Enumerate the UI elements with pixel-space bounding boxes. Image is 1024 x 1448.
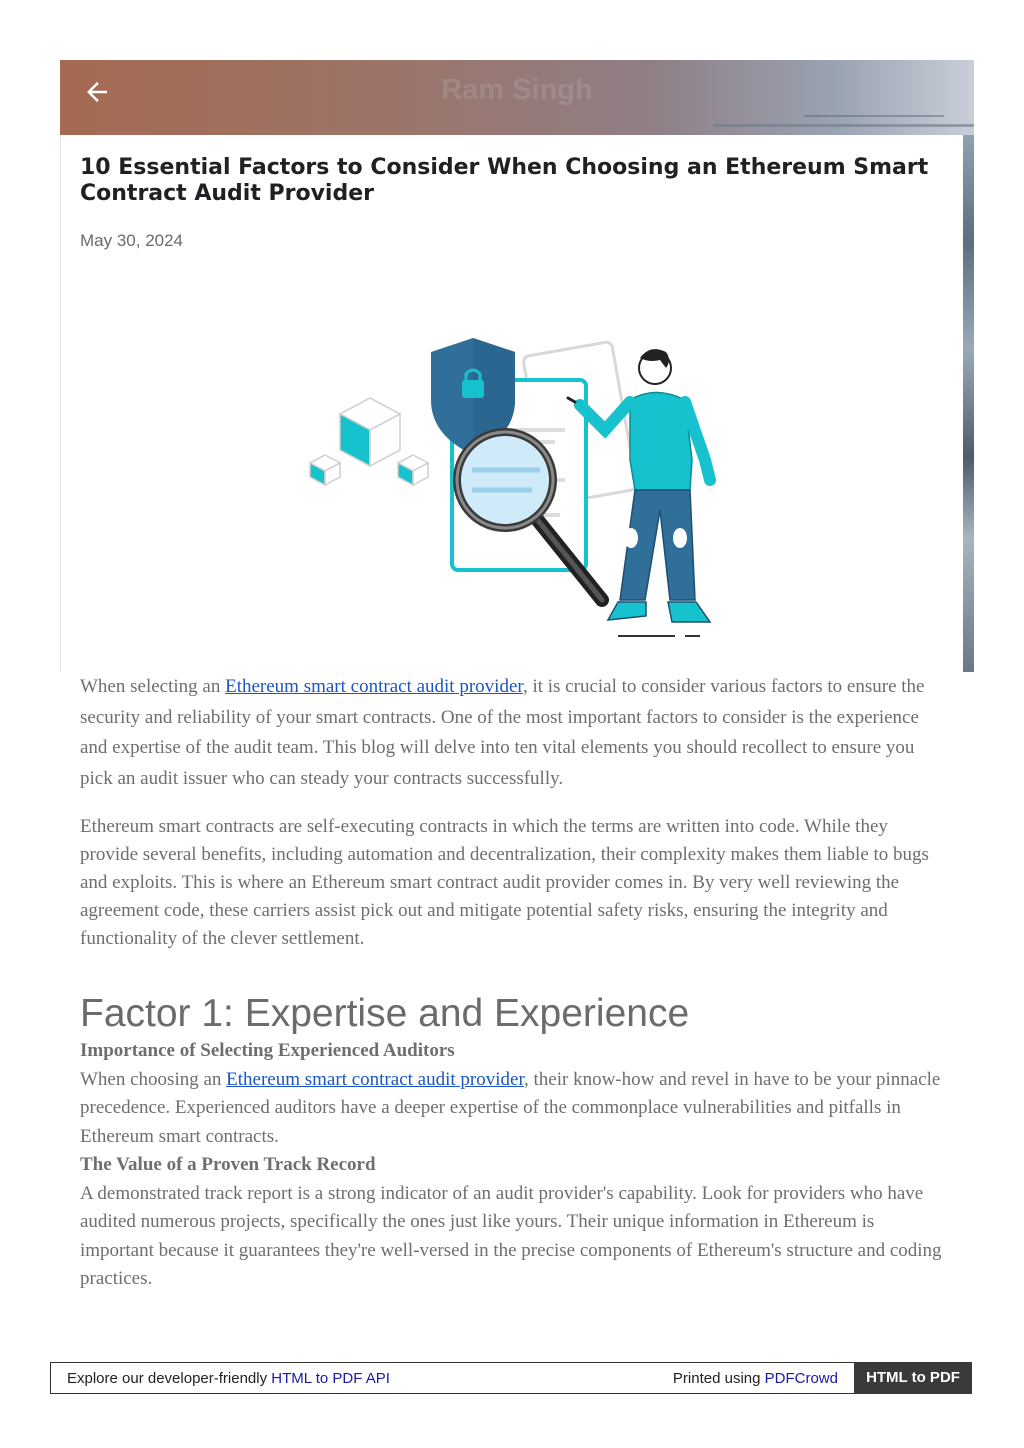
audit-provider-link[interactable]: Ethereum smart contract audit provider bbox=[226, 1068, 525, 1090]
pdfcrowd-footer bbox=[50, 1362, 972, 1394]
post-date: May 30, 2024 bbox=[80, 231, 184, 250]
header-background-edge bbox=[963, 135, 974, 672]
html-to-pdf-button[interactable]: HTML to PDF bbox=[854, 1362, 972, 1394]
blog-header bbox=[60, 60, 974, 135]
post-body bbox=[80, 672, 950, 1294]
audit-illustration bbox=[300, 330, 730, 645]
pdfcrowd-link[interactable]: PDFCrowd bbox=[764, 1370, 838, 1387]
header-background-wave bbox=[713, 124, 974, 127]
section-heading: Importance of Selecting Experienced Auditors bbox=[80, 1040, 455, 1061]
post-title: 10 Essential Factors to Consider When Choosing an Ethereum Smart Contract Audit Provider bbox=[80, 155, 929, 206]
intro-paragraph: When selecting an Ethereum smart contract audit provider, it is crucial to consider various factors to ensure the security and reliability of your smart contracts. One of the most important factors to consider is the experience and expertise of the audit team. This blog will delve into ten vital elements you should recollect to ensure you pick an audit issuer who can steady your contracts successfully. bbox=[80, 676, 925, 789]
factor-1-heading: Factor 1: Expertise and Experience bbox=[80, 992, 690, 1035]
audit-provider-link[interactable]: Ethereum smart contract audit provider bbox=[225, 676, 523, 697]
html-to-pdf-api-link[interactable]: HTML to PDF API bbox=[271, 1370, 390, 1387]
blog-title[interactable]: Ram Singh bbox=[441, 74, 593, 106]
track-record-section: The Value of a Proven Track Record A demonstrated track report is a strong indicator of an audit provider's capability. Look for providers who have audited numerous projects, specifically the ones just like yours. Their unique information in Ethereum is important because it guarantees they're well-versed in the precise components of Ethereum's structure and coding practices. bbox=[80, 1154, 942, 1289]
experienced-auditors-section: Importance of Selecting Experienced Auditors When choosing an Ethereum smart contract audit provider, their know-how and revel in have to be your pinnacle precedence. Experienced auditors have a deeper expertise of the commonplace vulnerabilities and pitfalls in Ethereum smart contracts. bbox=[80, 1040, 941, 1147]
card-border bbox=[60, 135, 61, 672]
header-background-wave bbox=[804, 115, 944, 117]
footer-promo: Explore our developer-friendly HTML to PDF API bbox=[67, 1370, 390, 1387]
section-heading: The Value of a Proven Track Record bbox=[80, 1154, 376, 1175]
context-paragraph: Ethereum smart contracts are self-executing contracts in which the terms are written into code. While they provide several benefits, including automation and decentralization, their complexity makes them liable to bugs and exploits. This is where an Ethereum smart contract audit provider comes in. By very well reviewing the agreement code, these carriers assist pick out and mitigate potential safety risks, ensuring the integrity and functionality of the clever settlement. bbox=[80, 816, 929, 949]
footer-credit: Printed using PDFCrowd bbox=[672, 1370, 838, 1387]
